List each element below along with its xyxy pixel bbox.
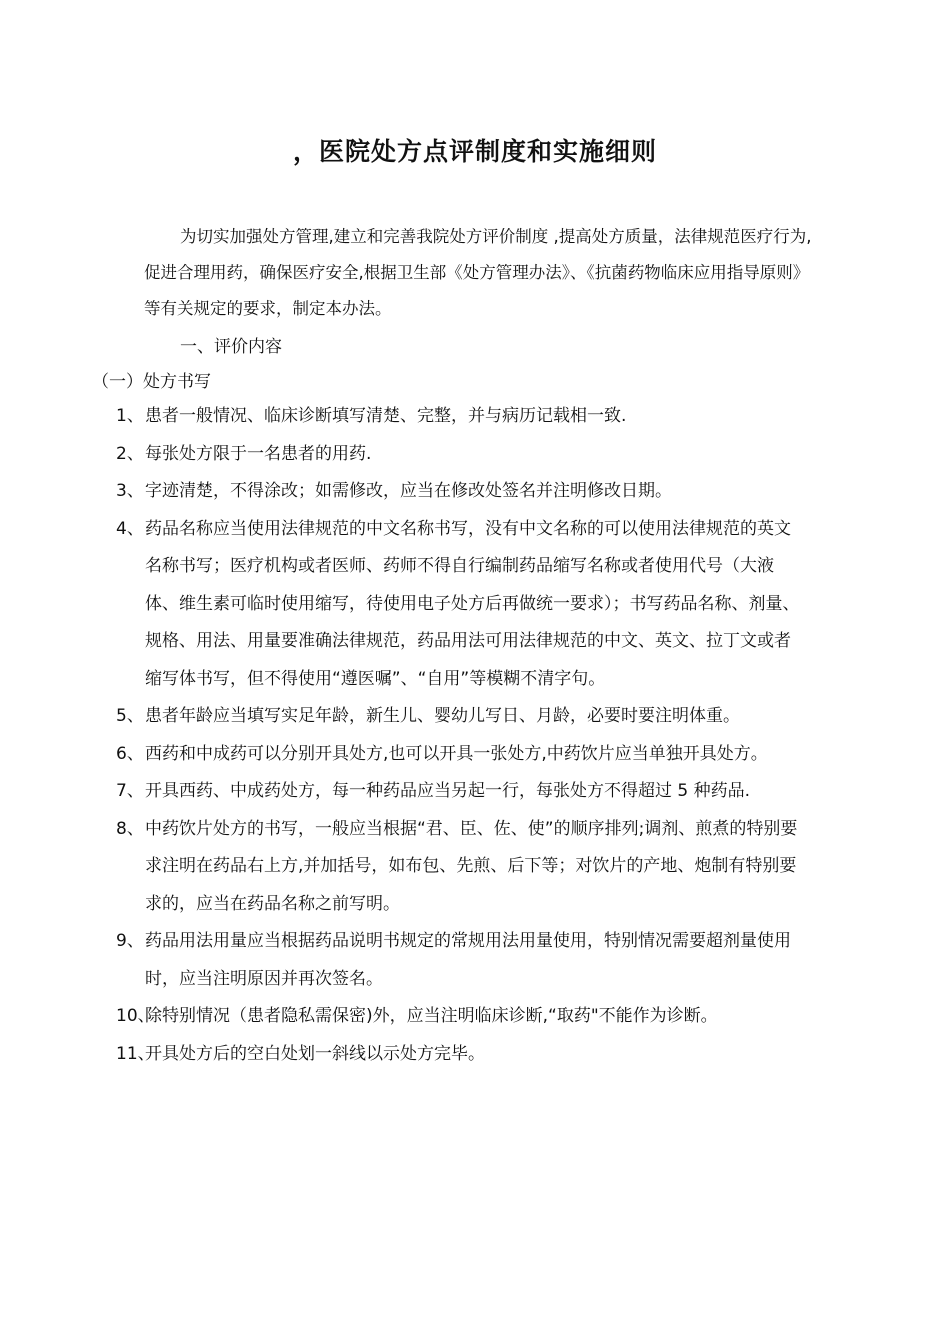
list-item — [116, 511, 816, 699]
item-number: 4、 — [116, 518, 144, 539]
item-text: 中药饮片处方的书写，一般应当根据“君、臣、佐、使”的顺序排列;调剂、煎煮的特别要求注明在药品右上方,并加括号，如布包、先煎、后下等；对饮片的产地、炮制有特别要求的，应当在药品名称之前写明。 — [145, 818, 798, 914]
list-item — [116, 698, 816, 736]
list-item — [116, 811, 816, 924]
list-item — [116, 473, 816, 511]
item-number: 8、 — [116, 818, 144, 839]
item-text: 开具西药、中成药处方，每一种药品应当另起一行，每张处方不得超过 5 种药品. — [145, 781, 751, 801]
list-item — [116, 1036, 816, 1074]
item-number: 7、 — [116, 781, 144, 801]
item-number: 5、 — [116, 706, 144, 726]
item-text: 患者一般情况、临床诊断填写清楚、完整，并与病历记载相一致. — [145, 406, 627, 426]
item-number: 2、 — [116, 443, 144, 464]
section-heading: 一、评价内容 — [180, 337, 282, 357]
item-number: 3、 — [116, 481, 144, 501]
item-number: 11、 — [116, 1043, 155, 1064]
list-item — [116, 998, 816, 1036]
item-number: 6、 — [116, 743, 144, 764]
document-title: ，医院处方点评制度和实施细则 — [292, 137, 657, 166]
item-text: 除特别情况（患者隐私需保密)外，应当注明临床诊断,“取药"不能作为诊断。 — [145, 1006, 718, 1026]
item-text: 每张处方限于一名患者的用药. — [145, 443, 372, 464]
item-text: 药品用法用量应当根据药品说明书规定的常规用法用量使用，特别情况需要超剂量使用时，应当注明原因并再次签名。 — [145, 931, 791, 989]
list-item — [116, 398, 816, 436]
item-number: 10、 — [116, 1006, 155, 1026]
item-number: 1、 — [116, 406, 144, 426]
intro-paragraph: 为切实加强处方管理,建立和完善我院处方评价制度 ,提高处方质量，法律规范医疗行为,促进合理用药，确保医疗安全,根据卫生部《处方管理办法》、《抗菌药物临床应用指导原则》等有关规定的要求，制定本办法。 — [144, 227, 812, 318]
list-item — [116, 923, 816, 998]
subsection-heading: （一）处方书写 — [92, 372, 211, 392]
item-text: 开具处方后的空白处划一斜线以示处方完毕。 — [145, 1043, 485, 1064]
list-item — [116, 736, 816, 774]
item-text: 患者年龄应当填写实足年龄，新生儿、婴幼儿写日、月龄，必要时要注明体重。 — [145, 706, 740, 726]
rules-list — [116, 398, 816, 1073]
item-number: 9、 — [116, 931, 144, 951]
list-item — [116, 436, 816, 474]
item-text: 药品名称应当使用法律规范的中文名称书写，没有中文名称的可以使用法律规范的英文名称书写；医疗机构或者医师、药师不得自行编制药品缩写名称或者使用代号（大液体、维生素可临时使用缩写，待使用电子处方后再做统一要求）；书写药品名称、剂量、规格、用法、用量要准确法律规范，药品用法可用法律规范的中文、英文、拉丁文或者缩写体书写，但不得使用“遵医嘱”、“自用”等模糊不清字句。 — [145, 518, 800, 689]
item-text: 西药和中成药可以分别开具处方,也可以开具一张处方,中药饮片应当单独开具处方。 — [145, 743, 768, 764]
list-item — [116, 773, 816, 811]
item-text: 字迹清楚，不得涂改；如需修改，应当在修改处签名并注明修改日期。 — [145, 481, 672, 501]
